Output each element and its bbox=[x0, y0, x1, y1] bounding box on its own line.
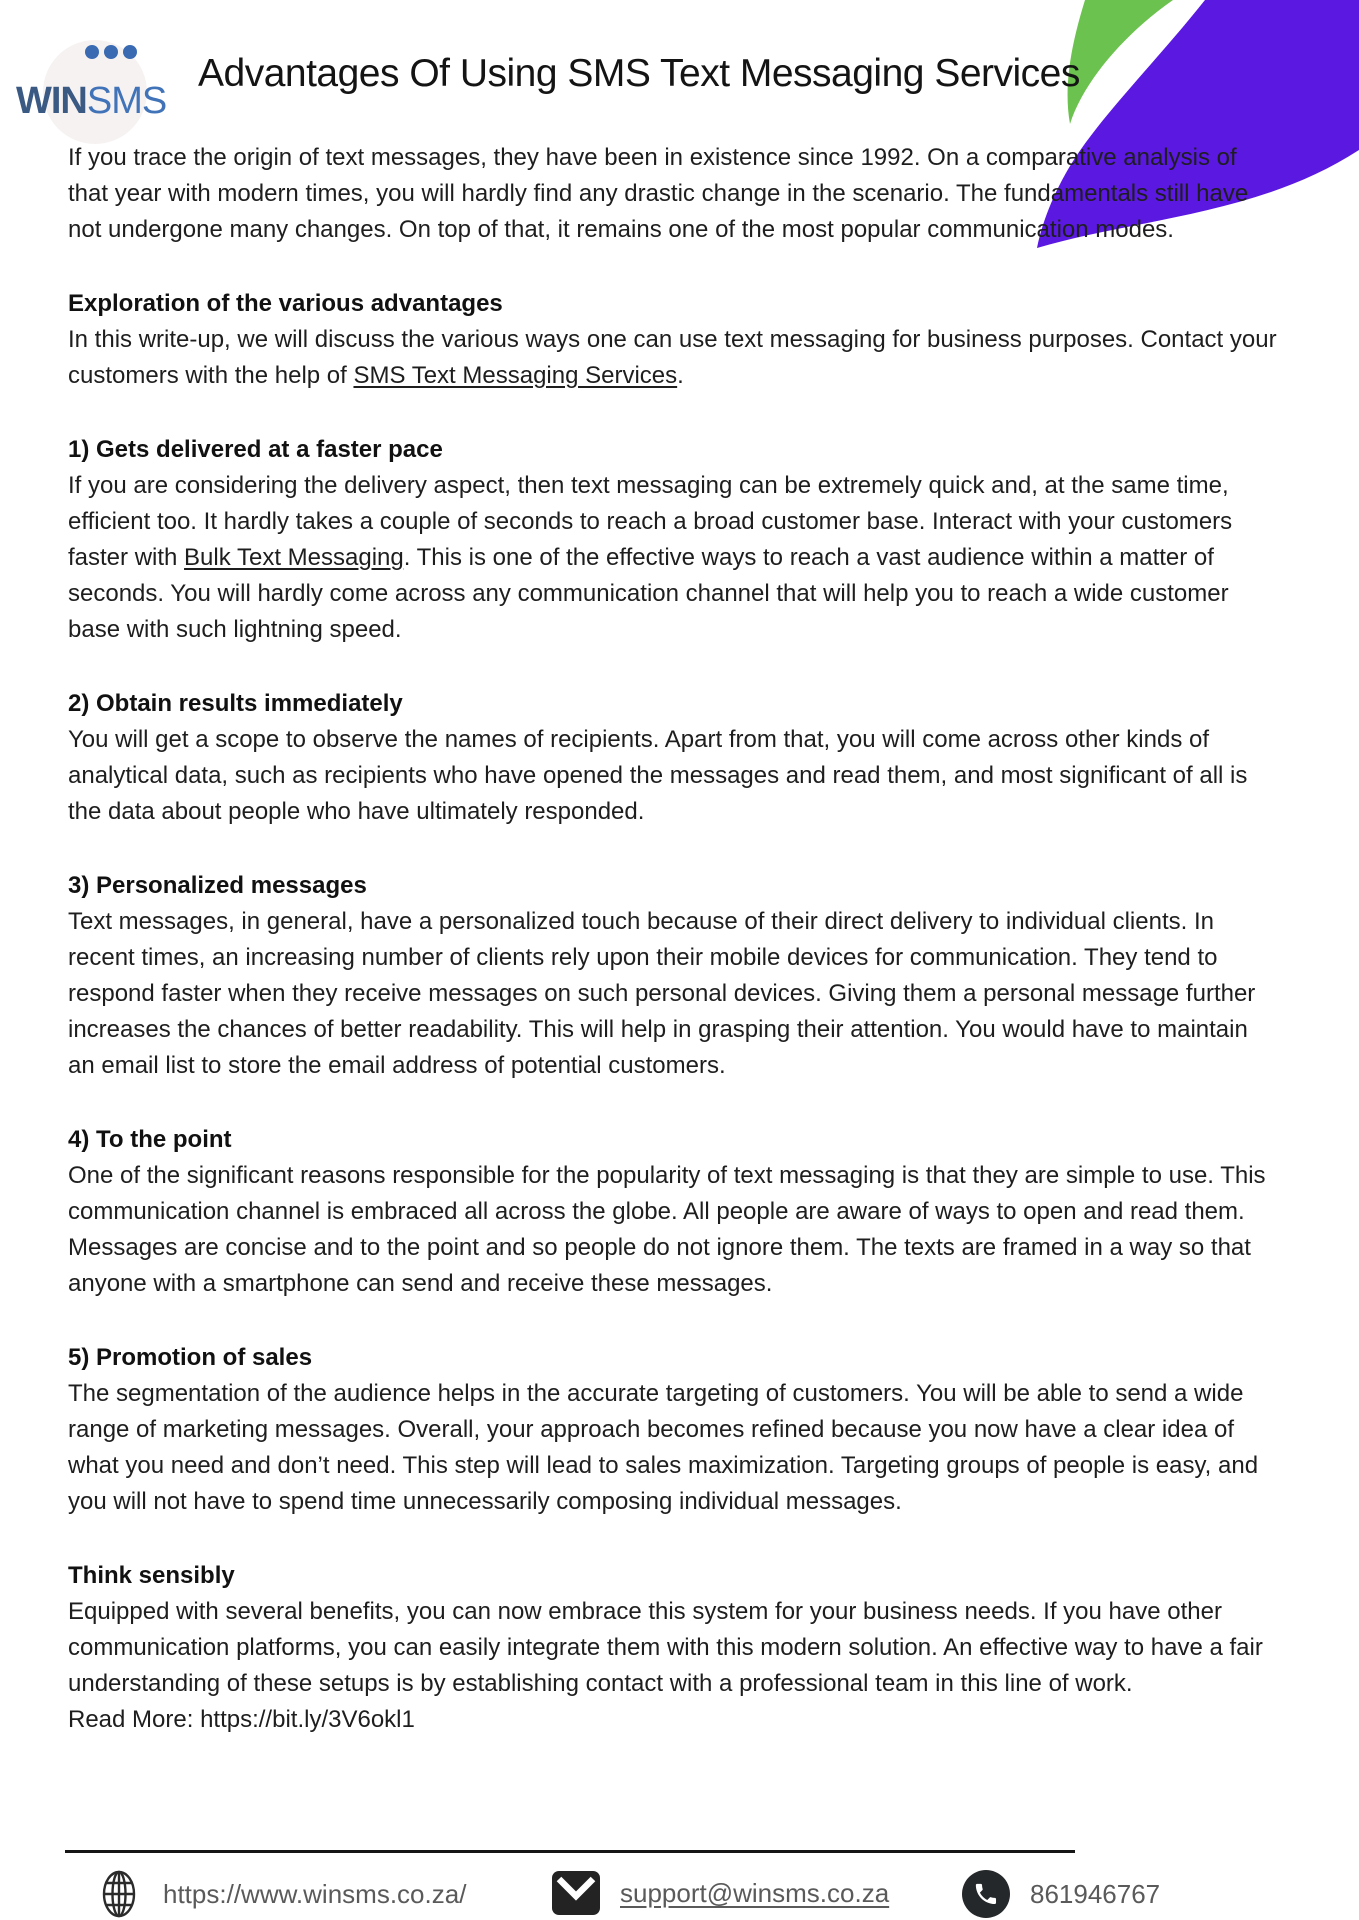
section-heading: 2) Obtain results immediately bbox=[68, 690, 403, 717]
read-more-line bbox=[68, 1702, 1279, 1738]
article-section bbox=[68, 1558, 1279, 1702]
globe-icon bbox=[95, 1870, 143, 1918]
section-heading: 3) Personalized messages bbox=[68, 872, 367, 899]
article-section bbox=[68, 286, 1279, 394]
logo-win-text: WIN bbox=[16, 80, 87, 122]
text-segment: You will get a scope to observe the names of recipients. Apart from that, you will come across other kinds of analytical data, such as recipients who have opened the messages and read them, and most significant of all is the data about people who have ultimately responded. bbox=[68, 726, 1248, 825]
logo-sms-text: SMS bbox=[86, 80, 167, 122]
section-heading: Exploration of the various advantages bbox=[68, 290, 503, 317]
text-segment: . bbox=[677, 362, 684, 389]
section-heading: 5) Promotion of sales bbox=[68, 1344, 313, 1371]
footer-website-url[interactable]: https://www.winsms.co.za/ bbox=[163, 1878, 467, 1909]
text-segment: Equipped with several benefits, you can now embrace this system for your business needs. If you have other communication platforms, you can easily integrate them with this modern solution. An effective way to have a fair understanding of these setups is by establishing contact with a professional team in this line of work. bbox=[68, 1598, 1263, 1697]
header bbox=[0, 0, 1359, 140]
article-section bbox=[68, 686, 1279, 830]
footer bbox=[0, 1850, 1359, 1920]
phone-icon bbox=[962, 1870, 1010, 1918]
inline-link[interactable]: SMS Text Messaging Services bbox=[353, 362, 678, 389]
winsms-logo bbox=[14, 22, 184, 147]
section-paragraph bbox=[68, 1594, 1279, 1702]
section-paragraph bbox=[68, 1376, 1279, 1520]
text-segment: One of the significant reasons responsible for the popularity of text messaging is that they are simple to use. This communication channel is embraced all across the globe. All people are aware of ways to open and read them. Messages are concise and to the point and so people do not ignore them. The texts are framed in a way so that anyone with a smartphone can send and receive these messages. bbox=[68, 1162, 1266, 1297]
section-heading: 4) To the point bbox=[68, 1126, 232, 1153]
section-heading: Think sensibly bbox=[68, 1562, 235, 1589]
logo-wordmark bbox=[16, 80, 166, 123]
logo-dots-icon bbox=[85, 45, 137, 59]
footer-phone-group bbox=[962, 1870, 1160, 1918]
section-paragraph bbox=[68, 322, 1279, 394]
text-segment: Text messages, in general, have a personalized touch because of their direct delivery to individual clients. In recent times, an increasing number of clients rely upon their mobile devices for communication. They tend to respond faster when they receive messages on such personal devices. Giving them a personal message further increases the chances of better readability. This will help in grasping their attention. You would have to maintain an email list to store the email address of potential customers. bbox=[68, 908, 1256, 1079]
read-more-url[interactable]: https://bit.ly/3V6okl1 bbox=[200, 1706, 415, 1733]
section-heading: 1) Gets delivered at a faster pace bbox=[68, 436, 443, 463]
text-segment: The segmentation of the audience helps in the accurate targeting of customers. You will be able to send a wide range of marketing messages. Overall, your approach becomes refined because you now have a clear idea of what you need and don’t need. This step will lead to sales maximization. Targeting groups of people is easy, and you will not have to spend time unnecessarily composing individual messages. bbox=[68, 1380, 1259, 1515]
section-paragraph bbox=[68, 722, 1279, 830]
section-paragraph bbox=[68, 1158, 1279, 1302]
envelope-icon bbox=[552, 1870, 600, 1916]
article-section bbox=[68, 1122, 1279, 1302]
footer-email-group bbox=[552, 1870, 889, 1916]
text-segment: In this write-up, we will discuss the various ways one can use text messaging for business purposes. Contact your customers with the help of bbox=[68, 326, 1277, 389]
article-section bbox=[68, 432, 1279, 648]
footer-divider bbox=[65, 1850, 1075, 1853]
section-paragraph bbox=[68, 904, 1279, 1084]
text-segment: . This is one of the effective ways to reach a vast audience within a matter of seconds. You will hardly come across any communication channel that will help you to reach a wide customer base with such lightning speed. bbox=[68, 544, 1229, 643]
article-sections bbox=[68, 286, 1279, 1702]
section-paragraph bbox=[68, 468, 1279, 648]
page-title: Advantages Of Using SMS Text Messaging Services bbox=[198, 52, 1080, 95]
inline-link[interactable]: Bulk Text Messaging bbox=[184, 544, 404, 571]
article bbox=[0, 140, 1359, 1738]
intro-paragraph: If you trace the origin of text messages, they have been in existence since 1992. On a comparative analysis of that year with modern times, you will hardly find any drastic change in the scenario. The fundamentals still have not undergone many changes. On top of that, it remains one of the most popular communication modes. bbox=[68, 144, 1249, 243]
footer-phone-number: 861946767 bbox=[1030, 1878, 1161, 1909]
read-more-label: Read More: bbox=[68, 1706, 201, 1733]
article-section bbox=[68, 868, 1279, 1084]
footer-website-group bbox=[95, 1870, 466, 1918]
article-section bbox=[68, 1340, 1279, 1520]
footer-email-address[interactable]: support@winsms.co.za bbox=[620, 1877, 890, 1908]
text-segment: If you are considering the delivery aspect, then text messaging can be extremely quick and, at the same time, efficient too. It hardly takes a couple of seconds to reach a broad customer base. Interact with your customers faster with bbox=[68, 472, 1233, 571]
